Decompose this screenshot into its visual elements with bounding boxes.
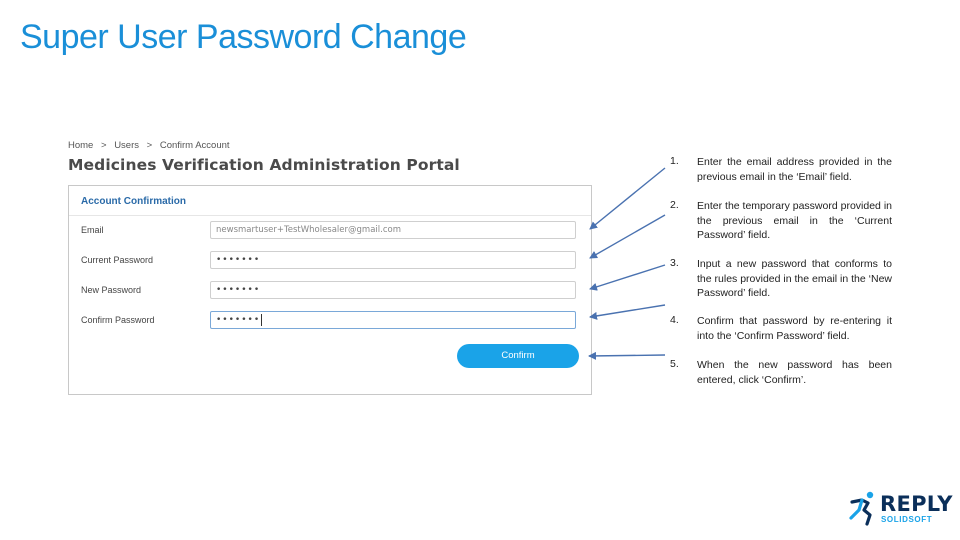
step-text: When the new password has been entered, click ‘Confirm’.: [697, 359, 892, 386]
text-caret: [261, 314, 262, 326]
running-figure-icon: [848, 490, 878, 526]
step-number: 5.: [670, 358, 679, 370]
email-field[interactable]: newsmartuser+TestWholesaler@gmail.com: [210, 221, 576, 239]
arrow-to-new-password: [590, 265, 665, 289]
current-password-label: Current Password: [81, 255, 154, 265]
breadcrumb-confirm-account: Confirm Account: [159, 140, 230, 151]
step-number: 1.: [670, 155, 679, 167]
reply-solidsoft-logo: [848, 490, 952, 530]
confirm-password-label: Confirm Password: [81, 315, 155, 325]
panel-divider: [69, 215, 591, 216]
breadcrumb: [68, 140, 235, 151]
arrow-to-email: [590, 168, 665, 229]
arrow-to-confirm-button: [589, 355, 665, 356]
email-label: Email: [81, 225, 104, 235]
breadcrumb-home[interactable]: Home: [68, 140, 94, 151]
arrow-to-current-password: [590, 215, 665, 258]
confirm-button[interactable]: Confirm: [457, 344, 579, 368]
breadcrumb-users[interactable]: Users: [114, 140, 139, 151]
arrow-to-confirm-password: [590, 305, 665, 317]
account-confirmation-panel: [68, 185, 592, 395]
new-password-field[interactable]: •••••••: [210, 281, 576, 299]
logo-solidsoft-text: SOLIDSOFT: [881, 515, 933, 524]
step-text: Enter the email address provided in the previous email in the ‘Email’ field.: [697, 156, 892, 183]
step-text: Confirm that password by re-entering it into the ‘Confirm Password’ field.: [697, 315, 892, 342]
logo-reply-text: REPLY: [880, 492, 953, 516]
current-password-field[interactable]: •••••••: [210, 251, 576, 269]
confirm-password-value: •••••••: [216, 315, 261, 325]
slide-title: Super User Password Change: [20, 18, 467, 56]
breadcrumb-separator: >: [146, 140, 153, 151]
step-text: Input a new password that conforms to the rules provided in the email in the ‘New Password’ field.: [697, 258, 892, 299]
portal-title: Medicines Verification Administration Portal: [68, 156, 460, 174]
portal-screenshot: [68, 137, 592, 395]
breadcrumb-separator: >: [100, 140, 107, 151]
confirm-password-field[interactable]: [210, 311, 576, 329]
panel-header: Account Confirmation: [81, 196, 186, 207]
step-number: 4.: [670, 314, 679, 326]
step-text: Enter the temporary password provided in the previous email in the ‘Current Password’ field.: [697, 200, 892, 241]
new-password-label: New Password: [81, 285, 142, 295]
step-number: 3.: [670, 257, 679, 269]
step-number: 2.: [670, 199, 679, 211]
